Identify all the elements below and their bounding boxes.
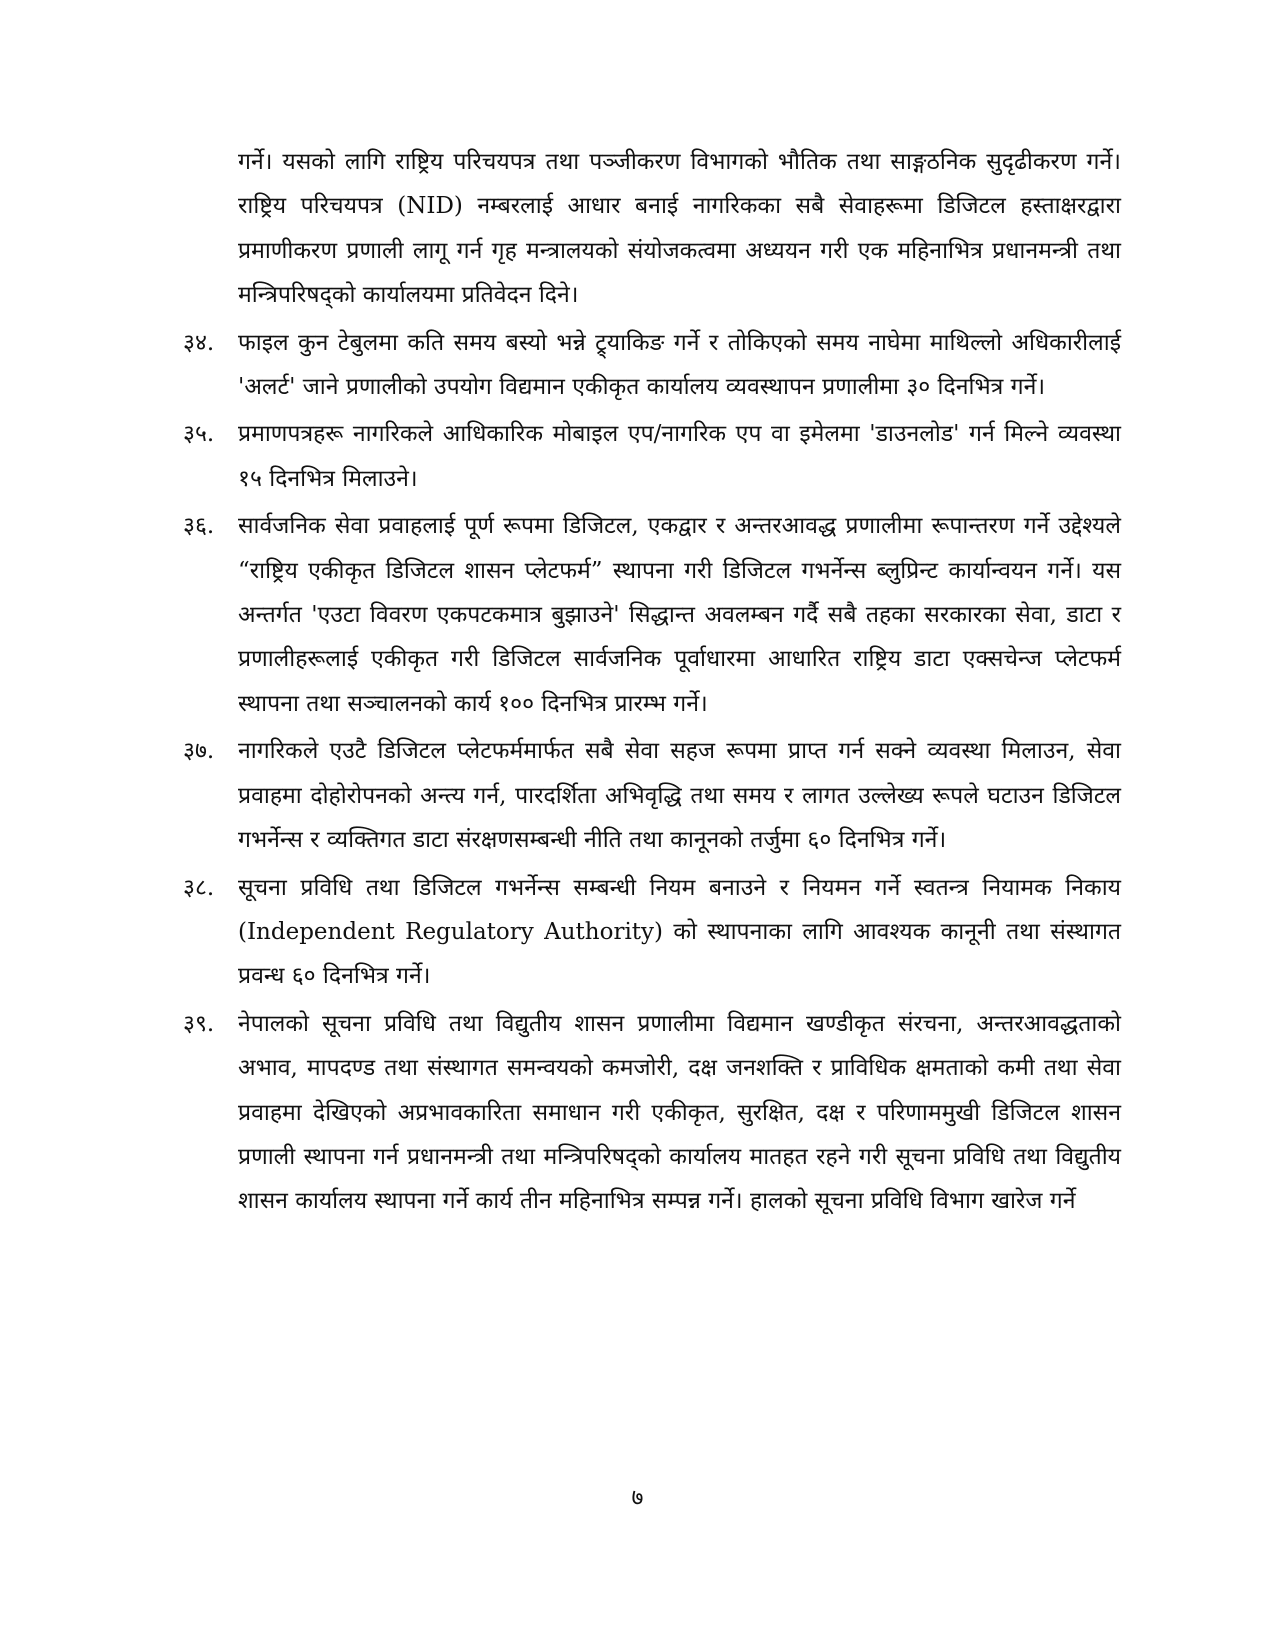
document-body [183, 140, 1121, 1224]
item-text: फाइल कुन टेबुलमा कति समय बस्यो भन्ने ट्र्याकिङ गर्ने र तोकिएको समय नाघेमा माथिल्लो अधिकारीलाई 'अलर्ट' जाने प्रणालीको उपयोग विद्यमान एकीकृत कार्यालय व्यवस्थापन प्रणालीमा ३० दिनभित्र गर्ने। [238, 329, 1121, 401]
item-number: ३६. [183, 513, 215, 540]
item-text: नेपालको सूचना प्रविधि तथा विद्युतीय शासन प्रणालीमा विद्यमान खण्डीकृत संरचना, अन्तरआवद्धताको अभाव, मापदण्ड तथा संस्थागत समन्वयको कमजोरी, दक्ष जनशक्ति र प्राविधिक क्षमताको कमी तथा सेवा प्रवाहमा देखिएको अप्रभावकारिता समाधान गरी एकीकृत, सुरक्षित, दक्ष र परिणाममुखी डिजिटल शासन प्रणाली स्थापना गर्न प्रधानमन्त्री तथा मन्त्रिपरिषद्को कार्यालय मातहत रहने गरी सूचना प्रविधि तथा विद्युतीय शासन कार्यालय स्थापना गर्ने कार्य तीन महिनाभित्र सम्पन्न गर्ने। हालको सूचना प्रविधि विभाग खारेज गर्ने [238, 1010, 1121, 1215]
item-text: प्रमाणपत्रहरू नागरिकले आधिकारिक मोबाइल एप/नागरिक एप वा इमेलमा 'डाउनलोड' गर्न मिल्ने व्यवस्था १५ दिनभित्र मिलाउने। [238, 421, 1121, 492]
item-number: ३९. [183, 1010, 215, 1037]
intro-paragraph: गर्ने। यसको लागि राष्ट्रिय परिचयपत्र तथा पञ्जीकरण विभागको भौतिक तथा साङ्गठनिक सुदृढीकरण गर्ने। राष्ट्रिय परिचयपत्र (NID) नम्बरलाई आधार बनाई नागरिकका सबै सेवाहरूमा डिजिटल हस्ताक्षरद्वारा प्रमाणीकरण प्रणाली लागू गर्न गृह मन्त्रालयको संयोजकत्वमा अध्ययन गरी एक महिनाभित्र प्रधानमन्त्री तथा मन्त्रिपरिषद्को कार्यालयमा प्रतिवेदन दिने। [238, 149, 1121, 309]
item-number: ३८. [183, 874, 215, 901]
item-number: ३५. [183, 421, 215, 448]
item-text: सार्वजनिक सेवा प्रवाहलाई पूर्ण रूपमा डिजिटल, एकद्वार र अन्तरआवद्ध प्रणालीमा रूपान्तरण गर्ने उद्देश्यले “राष्ट्रिय एकीकृत डिजिटल शासन प्लेटफर्म” स्थापना गरी डिजिटल गभर्नेन्स ब्लुप्रिन्ट कार्यान्वयन गर्ने। यस अन्तर्गत 'एउटा विवरण एकपटकमात्र बुझाउने' सिद्धान्त अवलम्बन गर्दै सबै तहका सरकारका सेवा, डाटा र प्रणालीहरूलाई एकीकृत गरी डिजिटल सार्वजनिक पूर्वाधारमा आधारित राष्ट्रिय डाटा एक्सचेन्ज प्लेटफर्म स्थापना तथा सञ्चालनको कार्य १०० दिनभित्र प्रारम्भ गर्ने। [238, 513, 1121, 717]
list-item-39 [183, 1002, 1121, 1224]
page-number: ७ [631, 1485, 644, 1511]
item-number: ३४. [183, 329, 215, 356]
item-text: सूचना प्रविधि तथा डिजिटल गभर्नेन्स सम्बन्धी नियम बनाउने र नियमन गर्ने स्वतन्त्र नियामक निकाय (Independent Regulatory Authority) को स्थापनाका लागि आवश्यक कानूनी तथा संस्थागत प्रवन्ध ६० दिनभित्र गर्ने। [238, 874, 1121, 990]
item-text: नागरिकले एउटै डिजिटल प्लेटफर्ममार्फत सबै सेवा सहज रूपमा प्राप्त गर्न सक्ने व्यवस्था मिलाउन, सेवा प्रवाहमा दोहोरोपनको अन्त्य गर्न, पारदर्शिता अभिवृद्धि तथा समय र लागत उल्लेख्य रूपले घटाउन डिजिटल गभर्नेन्स र व्यक्तिगत डाटा संरक्षणसम्बन्धी नीति तथा कानूनको तर्जुमा ६० दिनभित्र गर्ने। [238, 738, 1121, 854]
list-item-36 [183, 504, 1121, 726]
list-item-35 [183, 412, 1121, 501]
list-item-37 [183, 729, 1121, 862]
list-item-38 [183, 866, 1121, 999]
item-number: ३७. [183, 738, 215, 765]
list-item-34 [183, 321, 1121, 410]
